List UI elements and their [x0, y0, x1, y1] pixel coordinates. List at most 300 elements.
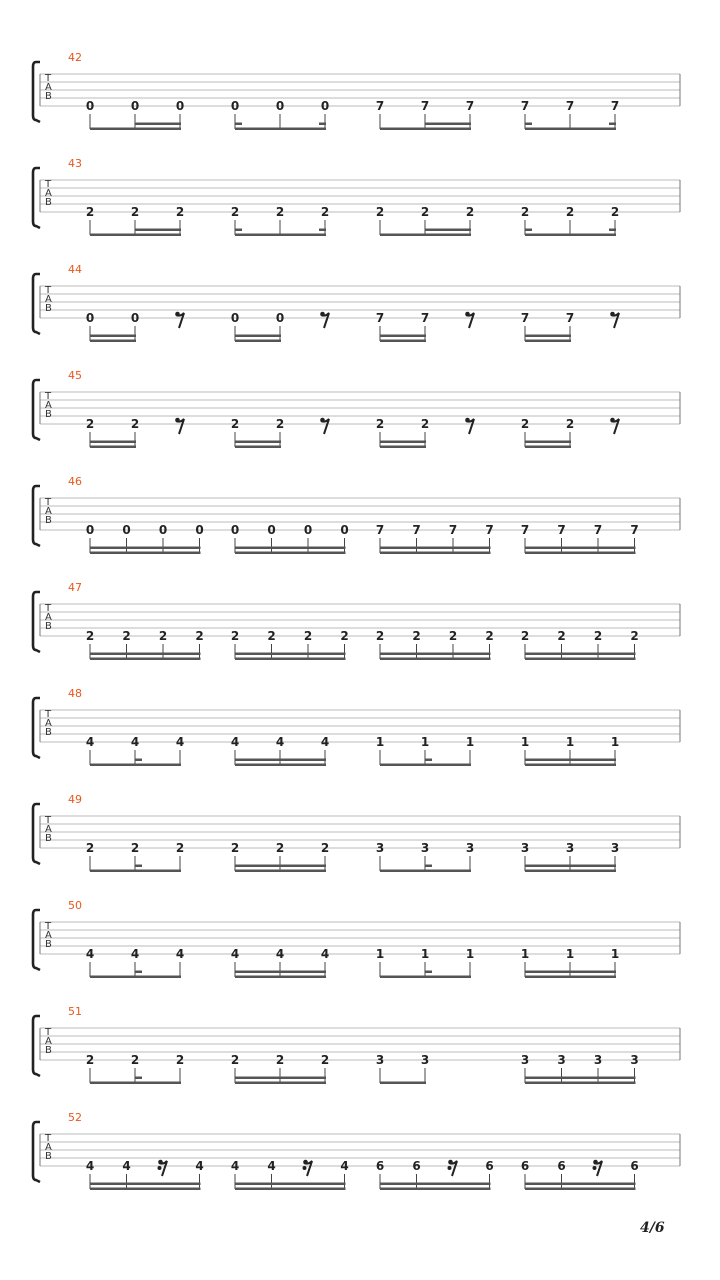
fret-number: 2: [275, 841, 285, 855]
beam-secondary: [235, 865, 326, 868]
eighth-rest-icon: [465, 312, 474, 328]
tab-clef-letter: B: [45, 197, 52, 208]
beam-partial: [425, 971, 432, 974]
fret-number: 3: [593, 1053, 603, 1067]
fret-number: 3: [375, 1053, 385, 1067]
beam: [235, 552, 346, 555]
rest-flag: [466, 419, 474, 434]
eighth-rest-icon: [158, 1160, 168, 1176]
beam: [380, 446, 426, 449]
fret-number: 7: [593, 523, 603, 537]
fret-number: 2: [230, 841, 240, 855]
fret-number: 7: [520, 523, 530, 537]
beam: [380, 552, 491, 555]
eighth-rest-icon: [303, 1160, 313, 1176]
fret-number: 0: [85, 99, 95, 113]
fret-number: 7: [565, 311, 575, 325]
fret-number: 2: [565, 417, 575, 431]
fret-number: 0: [230, 523, 240, 537]
beam: [235, 234, 326, 237]
beam-partial: [609, 123, 616, 126]
fret-number: 0: [122, 523, 131, 537]
tab-system: [33, 157, 680, 236]
rest-flag: [466, 313, 474, 328]
measure-number: 51: [68, 1005, 82, 1018]
beam: [235, 1082, 326, 1085]
beam: [525, 128, 616, 131]
beam: [380, 340, 426, 343]
beam-secondary: [235, 1183, 346, 1186]
beam: [380, 870, 471, 873]
beam: [235, 1188, 346, 1191]
tab-system: [33, 793, 680, 872]
tab-clef-letter: A: [45, 824, 52, 835]
fret-number: 2: [520, 629, 530, 643]
fret-number: 3: [420, 841, 430, 855]
fret-number: 2: [175, 1053, 185, 1067]
fret-number: 2: [303, 629, 313, 643]
beam: [525, 658, 636, 661]
fret-number: 1: [465, 947, 475, 961]
measure-number: 49: [68, 793, 82, 806]
fret-number: 4: [230, 1159, 240, 1173]
fret-number: 7: [375, 523, 385, 537]
beam: [380, 976, 471, 979]
fret-number: 0: [130, 99, 140, 113]
fret-number: 0: [230, 99, 240, 113]
fret-number: 2: [320, 841, 330, 855]
tab-clef-letter: T: [45, 179, 52, 190]
fret-number: 4: [175, 947, 185, 961]
fret-number: 3: [520, 1053, 530, 1067]
beam-secondary: [380, 335, 426, 338]
beam: [525, 340, 571, 343]
beam: [525, 1082, 636, 1085]
fret-number: 7: [412, 523, 421, 537]
beam-partial: [425, 759, 432, 762]
fret-number: 2: [85, 1053, 95, 1067]
fret-number: 2: [175, 841, 185, 855]
beam-partial: [135, 865, 142, 868]
fret-number: 6: [412, 1159, 421, 1173]
measure-number: 46: [68, 475, 82, 488]
fret-number: 2: [520, 417, 530, 431]
system-bracket: [33, 274, 40, 334]
fret-number: 3: [565, 841, 575, 855]
beam-secondary: [235, 441, 281, 444]
system-bracket: [33, 1016, 40, 1076]
fret-number: 2: [85, 417, 95, 431]
beam-secondary: [235, 1077, 326, 1080]
system-bracket: [33, 1122, 40, 1182]
tab-clef-letter: A: [45, 400, 52, 411]
eighth-rest-icon: [175, 418, 184, 434]
rest-dot: [593, 1166, 597, 1170]
beam: [525, 870, 616, 873]
fret-number: 4: [320, 735, 330, 749]
fret-number: 2: [412, 629, 421, 643]
measure-number: 44: [68, 263, 82, 276]
fret-number: 7: [520, 99, 530, 113]
fret-number: 7: [565, 99, 575, 113]
tab-clef-letter: T: [45, 603, 52, 614]
beam-partial: [135, 971, 142, 974]
fret-number: 1: [420, 735, 430, 749]
beam: [235, 658, 346, 661]
fret-number: 2: [85, 629, 95, 643]
fret-number: 2: [122, 629, 131, 643]
beam: [235, 340, 281, 343]
fret-number: 4: [85, 1159, 95, 1173]
beam-secondary: [235, 653, 346, 656]
tab-clef-letter: A: [45, 506, 52, 517]
fret-number: 3: [420, 1053, 430, 1067]
fret-number: 2: [320, 205, 330, 219]
fret-number: 1: [375, 947, 385, 961]
page-number: 4/6: [640, 1220, 665, 1236]
beam-partial: [609, 229, 616, 232]
tab-clef-letter: B: [45, 833, 52, 844]
tab-clef-letter: T: [45, 285, 52, 296]
fret-number: 7: [630, 523, 639, 537]
tab-system: [33, 1111, 680, 1190]
eighth-rest-icon: [593, 1160, 603, 1176]
measure-number: 42: [68, 51, 82, 64]
fret-number: 1: [610, 947, 620, 961]
system-bracket: [33, 380, 40, 440]
fret-number: 0: [275, 311, 285, 325]
beam: [525, 1188, 636, 1191]
fret-number: 0: [303, 523, 313, 537]
system-bracket: [33, 62, 40, 122]
fret-number: 2: [420, 205, 430, 219]
beam: [90, 658, 201, 661]
fret-number: 2: [320, 1053, 330, 1067]
beam-secondary: [380, 653, 491, 656]
fret-number: 6: [630, 1159, 639, 1173]
rest-dot: [303, 1166, 307, 1170]
beam: [525, 764, 616, 767]
fret-number: 1: [420, 947, 430, 961]
fret-number: 0: [267, 523, 276, 537]
tab-clef-letter: A: [45, 612, 52, 623]
fret-number: 2: [230, 417, 240, 431]
measure-number: 48: [68, 687, 82, 700]
beam-secondary: [525, 441, 571, 444]
fret-number: 2: [230, 1053, 240, 1067]
system-bracket: [33, 592, 40, 652]
tab-clef-letter: B: [45, 939, 52, 950]
beam-secondary: [90, 441, 136, 444]
fret-number: 2: [593, 629, 603, 643]
beam-secondary: [135, 123, 181, 126]
beam-partial: [525, 123, 532, 126]
fret-number: 3: [375, 841, 385, 855]
tab-clef-letter: B: [45, 1151, 52, 1162]
fret-number: 4: [340, 1159, 349, 1173]
beam: [90, 870, 181, 873]
beam: [90, 340, 136, 343]
tab-system: [33, 899, 680, 978]
tab-clef-letter: B: [45, 621, 52, 632]
fret-number: 4: [320, 947, 330, 961]
beam-partial: [235, 123, 242, 126]
beam: [90, 128, 181, 131]
rest-dot: [158, 1166, 162, 1170]
beam-partial: [319, 123, 326, 126]
fret-number: 3: [630, 1053, 639, 1067]
fret-number: 4: [230, 947, 240, 961]
beam-secondary: [90, 335, 136, 338]
fret-number: 4: [122, 1159, 131, 1173]
tab-clef-letter: A: [45, 294, 52, 305]
fret-number: 7: [557, 523, 566, 537]
fret-number: 2: [340, 629, 349, 643]
fret-number: 2: [130, 1053, 140, 1067]
beam: [90, 976, 181, 979]
fret-number: 0: [85, 311, 95, 325]
eighth-rest-icon: [175, 312, 184, 328]
beam-secondary: [235, 759, 326, 762]
tab-clef-letter: B: [45, 91, 52, 102]
fret-number: 7: [420, 99, 430, 113]
fret-number: 2: [267, 629, 276, 643]
beam-secondary: [425, 229, 471, 232]
tab-system: [33, 263, 680, 342]
tab-clef-letter: A: [45, 930, 52, 941]
rest-dot: [448, 1166, 452, 1170]
fret-number: 2: [610, 205, 620, 219]
system-bracket: [33, 804, 40, 864]
beam: [380, 658, 491, 661]
fret-number: 3: [610, 841, 620, 855]
fret-number: 1: [565, 735, 575, 749]
system-bracket: [33, 486, 40, 546]
beam: [235, 976, 326, 979]
fret-number: 2: [275, 205, 285, 219]
fret-number: 0: [130, 311, 140, 325]
fret-number: 2: [175, 205, 185, 219]
fret-number: 7: [420, 311, 430, 325]
beam-secondary: [235, 971, 326, 974]
eighth-rest-icon: [320, 312, 329, 328]
fret-number: 0: [195, 523, 204, 537]
beam-secondary: [525, 759, 616, 762]
fret-number: 6: [375, 1159, 385, 1173]
fret-number: 2: [520, 205, 530, 219]
tab-system: [33, 687, 680, 766]
measure-number: 43: [68, 157, 82, 170]
fret-number: 2: [375, 205, 385, 219]
beam: [380, 1188, 491, 1191]
beam-secondary: [380, 441, 426, 444]
fret-number: 1: [520, 947, 530, 961]
fret-number: 1: [465, 735, 475, 749]
fret-number: 4: [175, 735, 185, 749]
fret-number: 2: [275, 417, 285, 431]
fret-number: 2: [375, 629, 385, 643]
beam-partial: [135, 759, 142, 762]
fret-number: 0: [320, 99, 330, 113]
fret-number: 7: [465, 99, 475, 113]
beam-secondary: [90, 653, 201, 656]
fret-number: 1: [375, 735, 385, 749]
beam: [235, 764, 326, 767]
beam-partial: [319, 229, 326, 232]
measure-number: 47: [68, 581, 82, 594]
fret-number: 0: [275, 99, 285, 113]
tab-clef-letter: T: [45, 73, 52, 84]
rest-flag: [176, 313, 184, 328]
fret-number: 7: [448, 523, 458, 537]
fret-number: 7: [520, 311, 530, 325]
beam: [235, 446, 281, 449]
tab-clef-letter: B: [45, 1045, 52, 1056]
eighth-rest-icon: [448, 1160, 458, 1176]
beam: [525, 234, 616, 237]
measure-number: 52: [68, 1111, 82, 1124]
tab-clef-letter: T: [45, 815, 52, 826]
fret-number: 3: [557, 1053, 566, 1067]
tab-system: [33, 51, 680, 130]
fret-number: 2: [465, 205, 475, 219]
tab-clef-letter: T: [45, 1133, 52, 1144]
fret-number: 0: [158, 523, 168, 537]
fret-number: 6: [485, 1159, 494, 1173]
fret-number: 4: [275, 947, 285, 961]
measure-number: 45: [68, 369, 82, 382]
beam: [90, 234, 181, 237]
tab-clef-letter: A: [45, 188, 52, 199]
beam: [90, 1188, 201, 1191]
beam-partial: [425, 865, 432, 868]
fret-number: 4: [195, 1159, 204, 1173]
fret-number: 3: [465, 841, 475, 855]
fret-number: 2: [230, 629, 240, 643]
tab-clef-letter: A: [45, 1142, 52, 1153]
tab-clef-letter: T: [45, 497, 52, 508]
fret-number: 2: [130, 841, 140, 855]
beam-secondary: [135, 229, 181, 232]
eighth-rest-icon: [465, 418, 474, 434]
fret-number: 4: [230, 735, 240, 749]
beam: [90, 446, 136, 449]
fret-number: 2: [420, 417, 430, 431]
fret-number: 7: [485, 523, 494, 537]
beam-secondary: [235, 547, 346, 550]
tab-system: [33, 1005, 680, 1084]
fret-number: 4: [85, 947, 95, 961]
beam-secondary: [525, 653, 636, 656]
fret-number: 2: [85, 205, 95, 219]
fret-number: 2: [130, 205, 140, 219]
fret-number: 7: [375, 99, 385, 113]
beam-secondary: [525, 1183, 636, 1186]
tab-clef-letter: A: [45, 82, 52, 93]
measure-number: 50: [68, 899, 82, 912]
fret-number: 4: [275, 735, 285, 749]
beam-secondary: [380, 1183, 491, 1186]
beam: [235, 870, 326, 873]
rest-flag: [611, 419, 619, 434]
tab-system: [33, 475, 680, 554]
beam-partial: [525, 229, 532, 232]
fret-number: 2: [565, 205, 575, 219]
fret-number: 4: [267, 1159, 276, 1173]
tab-clef-letter: T: [45, 709, 52, 720]
tab-clef-letter: B: [45, 727, 52, 738]
beam-secondary: [235, 335, 281, 338]
fret-number: 0: [230, 311, 240, 325]
fret-number: 2: [230, 205, 240, 219]
beam-secondary: [90, 547, 201, 550]
fret-number: 4: [130, 947, 140, 961]
fret-number: 1: [610, 735, 620, 749]
fret-number: 4: [130, 735, 140, 749]
beam: [235, 128, 326, 131]
fret-number: 6: [557, 1159, 566, 1173]
beam-secondary: [425, 123, 471, 126]
rest-flag: [176, 419, 184, 434]
fret-number: 2: [130, 417, 140, 431]
tab-clef-letter: A: [45, 718, 52, 729]
system-bracket: [33, 168, 40, 228]
tab-clef-letter: T: [45, 1027, 52, 1038]
fret-number: 6: [520, 1159, 530, 1173]
fret-number: 7: [375, 311, 385, 325]
fret-number: 2: [158, 629, 168, 643]
system-bracket: [33, 910, 40, 970]
fret-number: 0: [175, 99, 185, 113]
rest-flag: [611, 313, 619, 328]
beam: [90, 1082, 181, 1085]
tab-clef-letter: B: [45, 409, 52, 420]
beam-partial: [135, 1077, 142, 1080]
fret-number: 2: [485, 629, 494, 643]
system-bracket: [33, 698, 40, 758]
beam: [380, 128, 471, 131]
beam: [525, 552, 636, 555]
fret-number: 2: [85, 841, 95, 855]
beam: [380, 1082, 426, 1085]
fret-number: 7: [610, 99, 620, 113]
eighth-rest-icon: [320, 418, 329, 434]
eighth-rest-icon: [610, 418, 619, 434]
fret-number: 0: [340, 523, 349, 537]
beam: [525, 976, 616, 979]
fret-number: 2: [375, 417, 385, 431]
beam-secondary: [525, 335, 571, 338]
fret-number: 0: [85, 523, 95, 537]
tab-system: [33, 581, 680, 660]
fret-number: 2: [557, 629, 566, 643]
beam-secondary: [525, 1077, 636, 1080]
fret-number: 3: [520, 841, 530, 855]
beam-partial: [235, 229, 242, 232]
fret-number: 2: [630, 629, 639, 643]
beam: [90, 552, 201, 555]
rest-flag: [321, 313, 329, 328]
beam-secondary: [90, 1183, 201, 1186]
beam: [525, 446, 571, 449]
fret-number: 2: [275, 1053, 285, 1067]
rest-flag: [321, 419, 329, 434]
beam: [90, 764, 181, 767]
tab-clef-letter: T: [45, 391, 52, 402]
beam-secondary: [380, 547, 491, 550]
eighth-rest-icon: [610, 312, 619, 328]
tab-system: [33, 369, 680, 448]
